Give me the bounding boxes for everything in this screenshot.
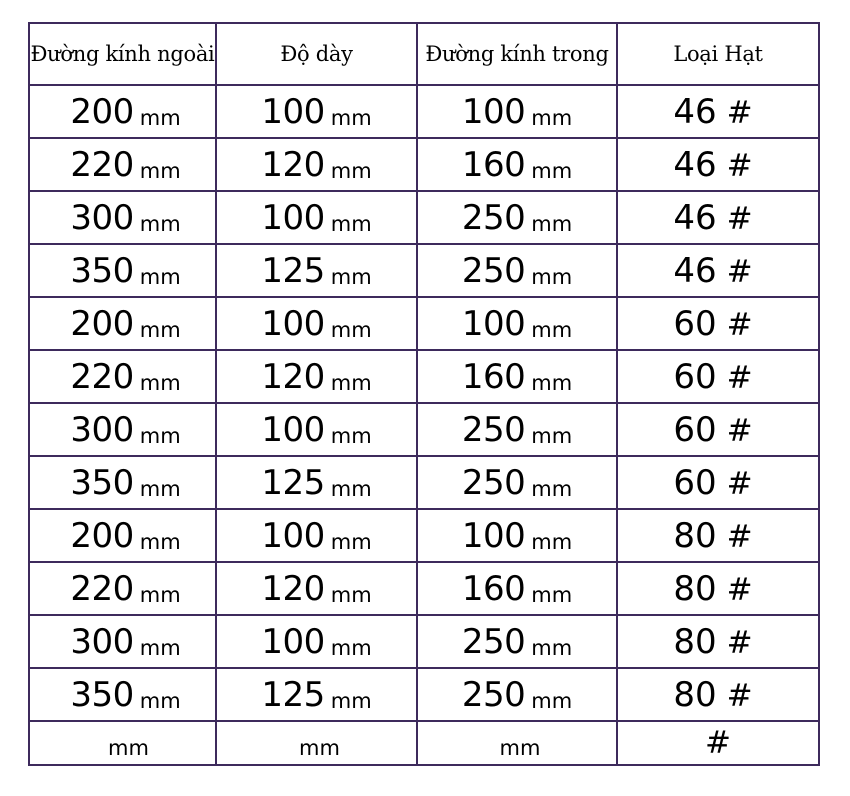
outer-diameter-value: 350 — [70, 250, 134, 291]
thickness-cell — [216, 615, 417, 668]
outer-diameter-value: 200 — [70, 303, 134, 344]
grit-value: 46 — [673, 250, 717, 291]
inner-diameter-value: 250 — [461, 197, 526, 238]
inner-diameter-cell — [417, 562, 617, 615]
unit-label: mm — [330, 529, 372, 554]
inner-diameter-value: 160 — [461, 356, 526, 397]
unit-label: mm — [330, 370, 372, 395]
unit-label: mm — [330, 317, 372, 342]
grit-cell — [617, 350, 819, 403]
unit-label: mm — [330, 582, 372, 607]
grit-value: 46 — [673, 91, 717, 132]
outer-diameter-value: 300 — [70, 409, 134, 450]
unit-label: mm — [108, 736, 149, 760]
grit-cell — [617, 297, 819, 350]
thickness-cell — [216, 138, 417, 191]
table-row — [29, 350, 819, 403]
unit-label: mm — [330, 158, 372, 183]
outer-diameter-cell — [29, 297, 216, 350]
grit-cell — [617, 138, 819, 191]
table-row — [29, 138, 819, 191]
thickness-value: 120 — [261, 144, 325, 185]
header-inner-diameter: Đường kính trong — [417, 23, 617, 85]
unit-label: mm — [330, 264, 372, 289]
table-row — [29, 509, 819, 562]
thickness-value: 100 — [261, 621, 325, 662]
hash-symbol: # — [726, 253, 753, 290]
inner-diameter-value: 100 — [461, 91, 526, 132]
unit-label: mm — [139, 370, 181, 395]
outer-diameter-value: 200 — [70, 515, 134, 556]
grit-value: 60 — [673, 462, 717, 503]
header-grit-type: Loại Hạt — [617, 23, 819, 85]
table-body — [29, 85, 819, 765]
inner-diameter-cell — [417, 615, 617, 668]
thickness-value: 125 — [261, 250, 325, 291]
thickness-cell — [216, 668, 417, 721]
thickness-cell — [216, 509, 417, 562]
unit-label: mm — [139, 264, 181, 289]
thickness-cell — [216, 721, 417, 765]
unit-label: mm — [139, 158, 181, 183]
inner-diameter-cell — [417, 297, 617, 350]
thickness-cell — [216, 85, 417, 138]
unit-label: mm — [330, 635, 372, 660]
table-row — [29, 85, 819, 138]
unit-label: mm — [531, 529, 573, 554]
thickness-value: 100 — [261, 91, 325, 132]
grit-cell — [617, 85, 819, 138]
grit-cell — [617, 721, 819, 765]
hash-symbol: # — [726, 412, 753, 449]
inner-diameter-cell — [417, 456, 617, 509]
outer-diameter-cell — [29, 615, 216, 668]
outer-diameter-cell — [29, 191, 216, 244]
unit-label: mm — [139, 105, 181, 130]
inner-diameter-value: 100 — [461, 303, 526, 344]
outer-diameter-cell — [29, 562, 216, 615]
grit-value: 80 — [673, 674, 717, 715]
thickness-value: 125 — [261, 674, 325, 715]
outer-diameter-value: 220 — [70, 144, 134, 185]
inner-diameter-value: 100 — [461, 515, 526, 556]
grit-value: 46 — [673, 144, 717, 185]
hash-symbol: # — [726, 200, 753, 237]
thickness-value: 100 — [261, 303, 325, 344]
unit-label: mm — [531, 158, 573, 183]
grit-cell — [617, 509, 819, 562]
inner-diameter-cell — [417, 668, 617, 721]
hash-symbol: # — [726, 94, 753, 131]
outer-diameter-cell — [29, 721, 216, 765]
inner-diameter-cell — [417, 403, 617, 456]
grit-value: 80 — [673, 621, 717, 662]
unit-label: mm — [330, 476, 372, 501]
inner-diameter-cell — [417, 350, 617, 403]
inner-diameter-value: 250 — [461, 674, 526, 715]
unit-label: mm — [531, 370, 573, 395]
grit-cell — [617, 615, 819, 668]
outer-diameter-cell — [29, 244, 216, 297]
inner-diameter-value: 160 — [461, 568, 526, 609]
unit-label: mm — [531, 264, 573, 289]
thickness-value: 120 — [261, 568, 325, 609]
thickness-cell — [216, 350, 417, 403]
outer-diameter-cell — [29, 668, 216, 721]
outer-diameter-cell — [29, 509, 216, 562]
outer-diameter-value: 220 — [70, 356, 134, 397]
unit-label: mm — [499, 736, 541, 760]
outer-diameter-value: 200 — [70, 91, 134, 132]
thickness-cell — [216, 244, 417, 297]
grit-cell — [617, 668, 819, 721]
hash-symbol: # — [726, 359, 753, 396]
unit-label: mm — [299, 736, 340, 760]
header-thickness: Độ dày — [216, 23, 417, 85]
table-row — [29, 456, 819, 509]
grit-value: 60 — [673, 409, 717, 450]
thickness-value: 125 — [261, 462, 325, 503]
hash-symbol: # — [726, 147, 753, 184]
outer-diameter-value: 300 — [70, 197, 134, 238]
grit-value: 80 — [673, 515, 717, 556]
hash-symbol: # — [726, 677, 753, 714]
inner-diameter-value: 250 — [461, 462, 526, 503]
table-row — [29, 403, 819, 456]
outer-diameter-value: 350 — [70, 674, 134, 715]
thickness-cell — [216, 403, 417, 456]
table-row — [29, 297, 819, 350]
thickness-cell — [216, 562, 417, 615]
unit-label: mm — [531, 476, 573, 501]
thickness-cell — [216, 191, 417, 244]
outer-diameter-value: 220 — [70, 568, 134, 609]
thickness-cell — [216, 456, 417, 509]
grit-value: 46 — [673, 197, 717, 238]
table-row — [29, 721, 819, 765]
unit-label: mm — [139, 529, 181, 554]
thickness-value: 100 — [261, 409, 325, 450]
grit-cell — [617, 562, 819, 615]
unit-label: mm — [330, 688, 372, 713]
outer-diameter-cell — [29, 403, 216, 456]
inner-diameter-cell — [417, 138, 617, 191]
unit-label: mm — [531, 688, 573, 713]
inner-diameter-value: 250 — [461, 409, 526, 450]
inner-diameter-value: 250 — [461, 621, 526, 662]
inner-diameter-value: 250 — [461, 250, 526, 291]
outer-diameter-value: 300 — [70, 621, 134, 662]
grit-value: 80 — [673, 568, 717, 609]
outer-diameter-cell — [29, 138, 216, 191]
inner-diameter-cell — [417, 721, 617, 765]
hash-symbol: # — [726, 306, 753, 343]
inner-diameter-value: 160 — [461, 144, 526, 185]
hash-symbol: # — [705, 725, 731, 761]
unit-label: mm — [139, 423, 181, 448]
outer-diameter-cell — [29, 85, 216, 138]
unit-label: mm — [531, 317, 573, 342]
thickness-value: 100 — [261, 197, 325, 238]
unit-label: mm — [139, 476, 181, 501]
unit-label: mm — [531, 582, 573, 607]
table-row — [29, 615, 819, 668]
hash-symbol: # — [726, 571, 753, 608]
unit-label: mm — [531, 423, 573, 448]
unit-label: mm — [139, 582, 181, 607]
unit-label: mm — [139, 635, 181, 660]
unit-label: mm — [139, 317, 181, 342]
outer-diameter-cell — [29, 350, 216, 403]
hash-symbol: # — [726, 518, 753, 555]
thickness-value: 120 — [261, 356, 325, 397]
inner-diameter-cell — [417, 244, 617, 297]
header-outer-diameter: Đường kính ngoài — [29, 23, 216, 85]
grit-cell — [617, 456, 819, 509]
inner-diameter-cell — [417, 85, 617, 138]
hash-symbol: # — [726, 624, 753, 661]
outer-diameter-cell — [29, 456, 216, 509]
unit-label: mm — [139, 688, 181, 713]
unit-label: mm — [531, 105, 573, 130]
table-row — [29, 191, 819, 244]
grit-cell — [617, 403, 819, 456]
spec-table — [28, 22, 820, 766]
unit-label: mm — [330, 423, 372, 448]
unit-label: mm — [139, 211, 181, 236]
grit-cell — [617, 191, 819, 244]
table-row — [29, 562, 819, 615]
unit-label: mm — [330, 211, 372, 236]
unit-label: mm — [531, 635, 573, 660]
header-row — [29, 23, 819, 85]
table-row — [29, 244, 819, 297]
thickness-value: 100 — [261, 515, 325, 556]
unit-label: mm — [531, 211, 573, 236]
table-row — [29, 668, 819, 721]
hash-symbol: # — [726, 465, 753, 502]
inner-diameter-cell — [417, 509, 617, 562]
inner-diameter-cell — [417, 191, 617, 244]
grit-value: 60 — [673, 303, 717, 344]
unit-label: mm — [330, 105, 372, 130]
outer-diameter-value: 350 — [70, 462, 134, 503]
thickness-cell — [216, 297, 417, 350]
grit-value: 60 — [673, 356, 717, 397]
grit-cell — [617, 244, 819, 297]
